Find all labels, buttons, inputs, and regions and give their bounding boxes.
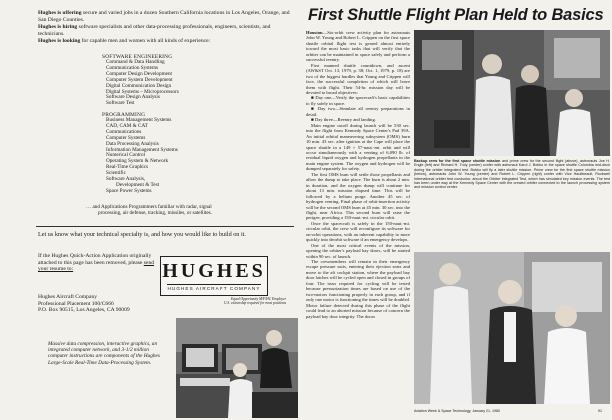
list-item: Computer Systems [106,134,146,141]
send-resume-link[interactable]: send your resume to: [38,259,155,273]
application-note [38,253,156,273]
applications-line-1: … and Applications Programmers familiar with radar, signal [86,204,212,210]
list-item: Software Test [106,100,135,107]
list-item: Computer Design Development [106,70,172,77]
article-paragraph: First manned shuttle countdown, and ascent (AW&ST Oct. 13, 1979, p. 38; Oct. 1, 1979, p. 18) are two of the biggest hurdles that Young and Crippen will face, the successful completion of which will leave them with flight. Their 54-hr. mission day will be devoted to broad objectives: [306,62,410,95]
quick-action-text: If the Hughes Quick-Action Application originally attached to this page has been removed, please send your resume to: [38,253,155,273]
article-column-1 [306,30,410,319]
divider [36,226,294,227]
photo-caption: Backup crew for the first space shuttle mission and prime crew for the second flight (above), astronauts Joe H. Engle (left) and Richard H. Truly (center) confer with astronaut Karol J. Bobko in the space shuttle Columbia mid-deck during the orbiter integrated test. Bobko will fly a later shuttle mission. Prime crew for the first space shuttle mission (below), astronauts John W. Young (center) and Robert L. Crippen (right) confer with Vice Haultbeault, Rockwell International orbiter test conductor, about the Orbiter Integrated Test, which has simulated key mission events. The test has been under way at the Kennedy Space Center with the crewed orbiter connected to the launch processing system and mission control center. [414,159,610,190]
article [302,0,612,420]
logo-wordmark: HUGHES [162,260,266,282]
equal-opportunity: Equal Opportunity M/F/HC Employer U.S. citizenship required for most positions [223,297,286,306]
list-item: Software Design Analysis [106,94,160,101]
address-department: Professional Placement 100/C666 [38,300,114,307]
list-item: Computer System Development [106,76,173,83]
hughes-advertisement [0,0,300,420]
page-number: 91 [598,409,602,413]
computer-terminal-photo [176,318,298,418]
article-paragraph: ■ Day three—Reentry and landing. [311,117,376,123]
article-paragraph: One of the most critical events of the mission, opening the orbiter's payload bay doors, will be started within 90 sec. of launch. [306,242,410,259]
intro-looking: Hughes is looking for capable men and women with all kinds of experience: [38,38,211,45]
list-item: Digital Communication Design [106,82,172,89]
hughes-logo [160,256,268,296]
programming-section [102,112,282,195]
mailing-address [38,294,168,314]
list-item: Communication Systems [106,64,159,71]
intro-offering: Hughes is offering secure and varied jobs in a dozen Southern California locations in Los Angeles, Orange, and San Diego Counties. [38,10,290,23]
programming-heading: PROGRAMMING [102,112,146,118]
logo-subtitle: HUGHES AIRCRAFT COMPANY [167,286,261,291]
article-paragraph: ■ Day two—Simulate all reentry preparations in detail. [306,106,410,117]
article-paragraph: Once the spacecraft is safely in the 150-naut.-mi. circular orbit, the crew will reconfigure its software for on-orbit operations, with an inherent capability to more quickly into deorbit software if an emergency develops. [306,220,410,243]
address-pobox: P.O. Box 90515, Los Angeles, CA 90009 [38,307,130,314]
list-item: CAD, CAM & CAT [106,122,148,129]
software-section [102,54,282,107]
orbiter-middeck-photo [414,30,610,156]
article-paragraph: The first OMS burn will settle those propellants and allow the dump to take place. The burn is about 2 min. in duration, and the oxygen dump will continue for about 13 min. mission elapsed time. This will be followed by a helium purge. Another 45 sec. of hydrogen venting. Final phase of orbit-insertion activity will be the second OMS burn at 45 min. 30 sec. into the flight, near Africa. This second burn will raise the perigee, providing a 150-naut.-mi. circular orbit. [306,171,410,221]
list-item: Real-Time Graphics [106,164,149,171]
list-item: Information Management Systems [106,146,178,153]
intro-hiring: Hughes is hiring software specialists and other data-processing professionals, engineers, scientists, and technicians. [38,24,271,37]
software-heading: SOFTWARE ENGINEERING [102,54,173,60]
software-list [106,60,282,107]
list-item: Numerical Control [106,152,146,159]
list-item: Digital Systems – Microprocessors [106,88,179,95]
programming-list [106,118,282,195]
logo-rule [167,284,261,285]
list-item: Software Analysis, [106,176,146,183]
list-item: Development & Test [116,181,160,188]
list-item: Data Processing Analysis [106,140,159,147]
ad-intro [38,10,290,45]
article-title: First Shuttle Flight Plan Held to Basics [308,6,604,24]
list-item: Space Power Systems [106,187,152,194]
applications-note [86,205,286,217]
address-company: Hughes Aircraft Company [38,294,98,300]
list-item: Operating System & Network [106,158,169,165]
page-folio: Aviation Week & Space Technology, January 21, 1980 [414,409,501,413]
photo-note: Massive data compression, interactive graphics, an integrated computer network, and 3-1/2 million computer instructions are components of the Hughes Large-Scale Real-Time Data-Processing System. [48,341,160,366]
list-item: Command & Data Handling [106,59,165,65]
prime-crew-photo [414,252,610,404]
list-item: Business Management Systems [106,117,172,123]
article-paragraph: ■ Day one—Verify the spacecraft's basic capabilities to fly safely in space. [306,95,410,106]
article-paragraph: The crewmembers will remain in their emergency escape pressure suits, entering their ejection seats and move to the aft cockpit station, where the payload bay door latches will be cycled open and closed in groups of four. The truss required for cycling will be tested because pressurization times are based on use of the two-motors functioning properly in each group, and if only one motor is functioning the times will be doubled. Motor failure detected during this phase of the flight could lead to an aborted mission because of concern the payload bay door integrity. The doors [306,259,410,319]
article-lead: Houston—Six-orbit crew activity plan for astronauts John W. Young and Robert L. Crippen on the first space shuttle orbital flight test is geared almost entirely toward the most basic tasks that will verify that the orbiter can be maintained in space safely and perform a successful reentry. [306,30,410,63]
applications-line-2: processing, air defense, tracking, missiles, or satellites. [98,209,212,216]
call-to-action: Let us know what your technical specialty is, and how you would like to build on it. [38,231,246,238]
list-item: Scientific [106,170,126,177]
list-item: Communications [106,128,142,135]
article-paragraph: Main engine cutoff during launch will be 530 sec. into the flight from Kennedy Space Center's Pad 39A. An initial orbital maneuvering subsystem (OMS) burn 10 min. 43 sec. after ignition at the Cape will place the space shuttle in a 149 × 57-naut.-mi. orbit and will occur simultaneously with a venting of 6,090 lb. of residual liquid oxygen and hydrogen propellants in the main engine system. The oxygen and hydrogen will be dumped separately for safety. [306,122,410,172]
